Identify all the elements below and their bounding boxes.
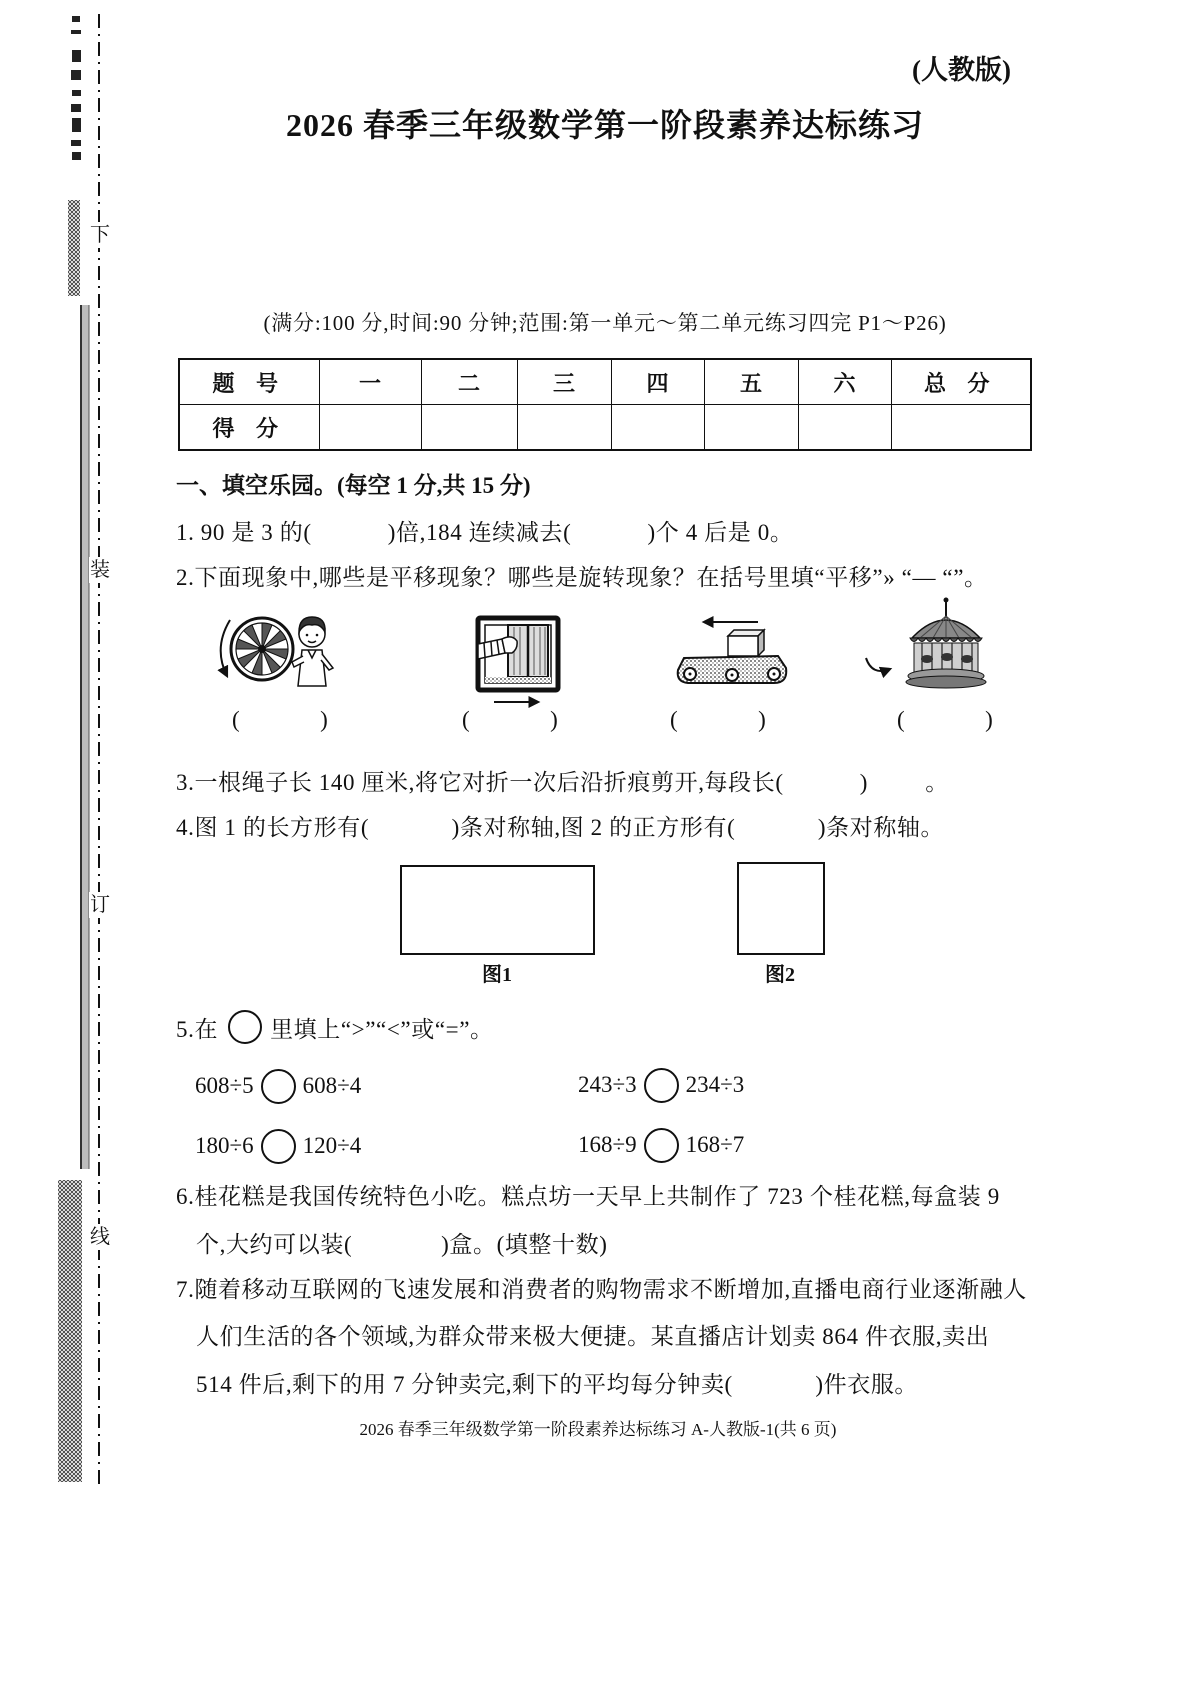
wheel-icon bbox=[231, 618, 293, 680]
exam-title: 2026 春季三年级数学第一阶段素养达标练习 bbox=[285, 107, 924, 143]
sliding-window-icon bbox=[472, 614, 564, 710]
score-cell-1 bbox=[319, 405, 421, 451]
carousel-icon bbox=[860, 596, 992, 698]
rotation-arrow-icon bbox=[866, 658, 890, 671]
comparison-left: 608÷5 bbox=[195, 1073, 254, 1098]
figure-2-square bbox=[737, 862, 825, 955]
header-total: 总 分 bbox=[891, 359, 1031, 405]
answer-blank-picture-1: ( ) bbox=[232, 707, 328, 732]
page-footer: 2026 春季三年级数学第一阶段素养达标练习 A-人教版-1(共 6 页) bbox=[359, 1420, 837, 1439]
question-2: 2.下面现象中,哪些是平移现象？哪些是旋转现象？在括号里填“平移”» “— “”。 bbox=[176, 565, 988, 590]
comparison-2 bbox=[578, 1066, 744, 1104]
comparison-4 bbox=[578, 1126, 744, 1164]
score-cell-6 bbox=[798, 405, 891, 451]
comparison-right: 168÷7 bbox=[685, 1132, 745, 1157]
comparison-right: 234÷3 bbox=[685, 1072, 745, 1097]
answer-circle bbox=[261, 1129, 296, 1164]
answer-circle bbox=[261, 1069, 296, 1104]
question-3: 3.一根绳子长 140 厘米,将它对折一次后沿折痕剪开,每段长( ) 。 bbox=[176, 770, 949, 795]
header-part-6: 六 bbox=[798, 359, 891, 405]
answer-blank-picture-4: ( ) bbox=[897, 707, 993, 732]
question-7-line-2: 人们生活的各个领域,为群众带来极大便捷。某直播店计划卖 864 件衣服,卖出 bbox=[196, 1324, 990, 1349]
answer-circle bbox=[644, 1128, 679, 1163]
score-table-header-row bbox=[179, 359, 1031, 405]
header-part-1: 一 bbox=[319, 359, 421, 405]
header-part-3: 三 bbox=[517, 359, 611, 405]
score-cell-4 bbox=[611, 405, 704, 451]
question-5 bbox=[176, 1009, 494, 1045]
question-5-prefix: 5.在 bbox=[176, 1016, 219, 1042]
score-cell-2 bbox=[421, 405, 517, 451]
comparison-3 bbox=[195, 1127, 361, 1165]
answer-circle bbox=[644, 1068, 679, 1103]
question-4: 4.图 1 的长方形有( )条对称轴,图 2 的正方形有( )条对称轴。 bbox=[176, 815, 945, 840]
question-1: 1. 90 是 3 的( )倍,184 连续减去( )个 4 后是 0。 bbox=[176, 520, 794, 545]
section-1-heading: 一、填空乐园。(每空 1 分,共 15 分) bbox=[176, 473, 531, 498]
comparison-left: 243÷3 bbox=[578, 1072, 637, 1097]
question-6-line-2: 个,大约可以装( )盒。(填整十数) bbox=[196, 1232, 608, 1257]
edition-label: (人教版) bbox=[912, 55, 1011, 85]
score-row-label: 得 分 bbox=[179, 405, 319, 451]
box-icon bbox=[728, 630, 764, 656]
answer-circle bbox=[228, 1010, 262, 1044]
binding-label-xian: 线 bbox=[90, 1226, 110, 1248]
comparison-left: 180÷6 bbox=[195, 1133, 254, 1158]
figure-1-rectangle bbox=[400, 865, 595, 955]
binding-label-zhuang: 装 bbox=[90, 559, 110, 581]
rotation-arrow-icon bbox=[221, 620, 230, 676]
boy-icon bbox=[292, 617, 333, 686]
answer-blank-picture-3: ( ) bbox=[670, 707, 766, 732]
score-cell-3 bbox=[517, 405, 611, 451]
question-6-line-1: 6.桂花糕是我国传统特色小吃。糕点坊一天早上共制作了 723 个桂花糕,每盒装 9 bbox=[176, 1184, 1000, 1209]
comparison-right: 608÷4 bbox=[302, 1073, 362, 1098]
spinning-wheel-icon bbox=[212, 610, 340, 692]
score-cell-total bbox=[891, 405, 1031, 451]
figure-2-caption: 图2 bbox=[765, 964, 795, 986]
header-part-4: 四 bbox=[611, 359, 704, 405]
header-part-2: 二 bbox=[421, 359, 517, 405]
exam-info: (满分:100 分,时间:90 分钟;范围:第一单元～第二单元练习四完 P1～P26) bbox=[263, 311, 947, 335]
question-7-line-3: 514 件后,剩下的用 7 分钟卖完,剩下的平均每分钟卖( )件衣服。 bbox=[196, 1372, 919, 1397]
score-table bbox=[178, 358, 1032, 451]
header-question-number: 题 号 bbox=[179, 359, 319, 405]
score-table-score-row bbox=[179, 405, 1031, 451]
comparison-right: 120÷4 bbox=[302, 1133, 362, 1158]
question-5-suffix: 里填上“>”“<”或“=”。 bbox=[270, 1016, 494, 1042]
margin-hatch-top bbox=[68, 200, 80, 296]
conveyor-belt-icon bbox=[670, 612, 794, 692]
question-7-line-1: 7.随着移动互联网的飞速发展和消费者的购物需求不断增加,直播电商行业逐渐融人 bbox=[176, 1277, 1027, 1302]
score-cell-5 bbox=[704, 405, 798, 451]
comparison-left: 168÷9 bbox=[578, 1132, 637, 1157]
binding-label-ding: 订 bbox=[90, 894, 110, 916]
binding-label-xia: 下 bbox=[90, 224, 110, 246]
figure-1-caption: 图1 bbox=[482, 964, 512, 986]
answer-blank-picture-2: ( ) bbox=[462, 707, 558, 732]
comparison-1 bbox=[195, 1067, 361, 1105]
margin-gray-bar bbox=[81, 305, 89, 1169]
header-part-5: 五 bbox=[704, 359, 798, 405]
